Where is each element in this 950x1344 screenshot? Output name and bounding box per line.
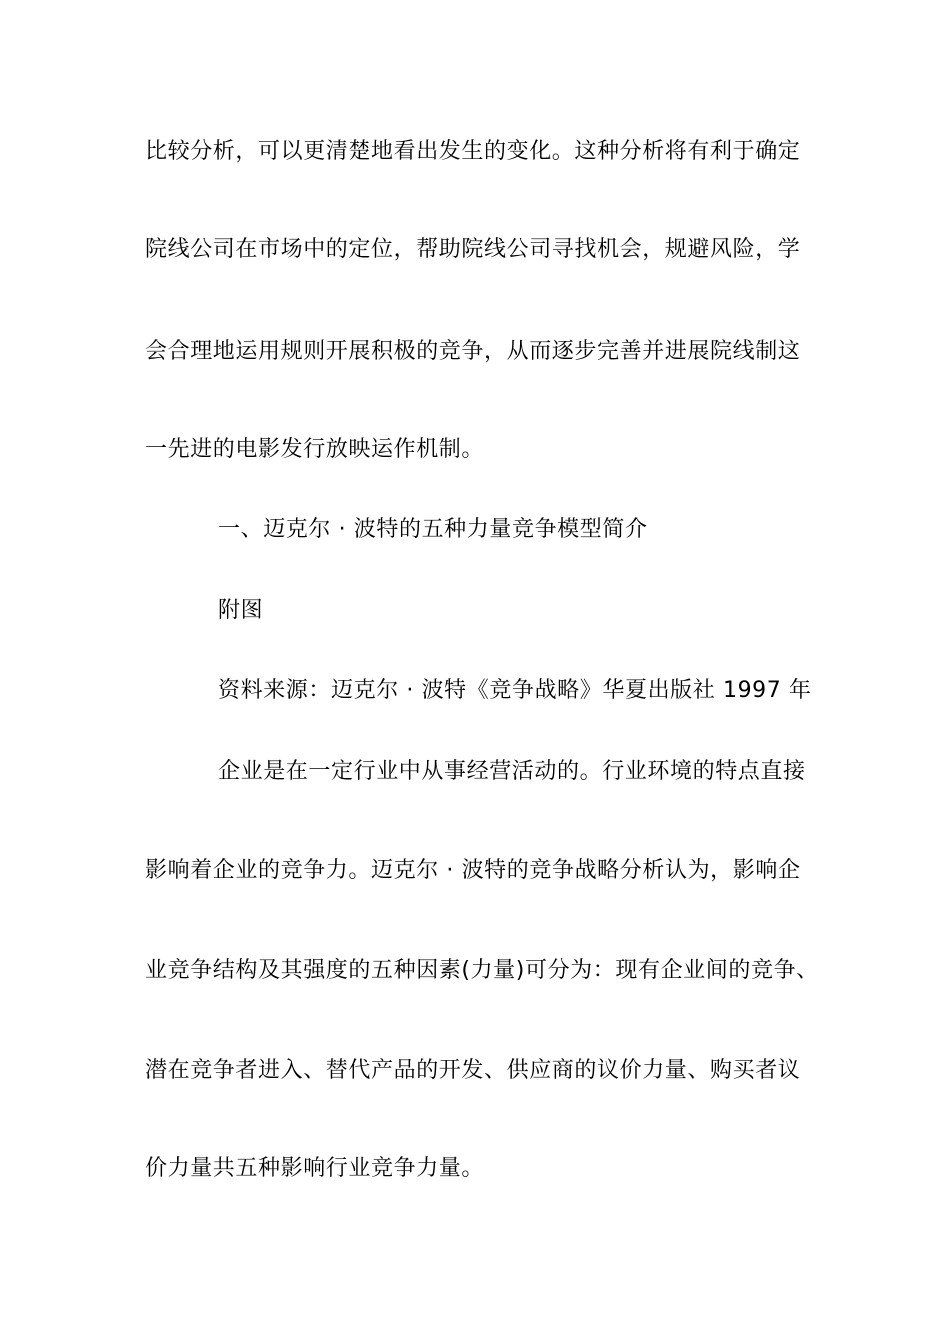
paragraph2-line-4: 潜在竞争者进入、替代产品的开发、供应商的议价力量、购买者议 xyxy=(145,1058,801,1083)
source-note: 资料来源：迈克尔 · 波特《竞争战略》华夏出版社 1997 年 xyxy=(218,678,812,703)
paragraph1-line-4: 一先进的电影发行放映运作机制。 xyxy=(145,437,485,462)
paragraph1-line-1: 比较分析，可以更清楚地看出发生的变化。这种分析将有利于确定 xyxy=(145,139,801,164)
paragraph1-line-2: 院线公司在市场中的定位，帮助院线公司寻找机会，规避风险，学 xyxy=(145,237,801,262)
paragraph1-line-3: 会合理地运用规则开展积极的竞争，从而逐步完善并进展院线制这 xyxy=(145,339,801,364)
section-heading: 一、迈克尔 · 波特的五种力量竞争模型简介 xyxy=(218,517,648,542)
paragraph2-line-3: 业竞争结构及其强度的五种因素(力量)可分为：现有企业间的竞争、 xyxy=(145,958,819,983)
paragraph2-line-5: 价力量共五种影响行业竞争力量。 xyxy=(145,1156,485,1181)
figure-label: 附图 xyxy=(218,598,264,623)
paragraph2-line-2: 影响着企业的竞争力。迈克尔 · 波特的竞争战略分析认为，影响企 xyxy=(145,858,801,883)
paragraph2-line-1: 企业是在一定行业中从事经营活动的。行业环境的特点直接 xyxy=(218,759,806,784)
